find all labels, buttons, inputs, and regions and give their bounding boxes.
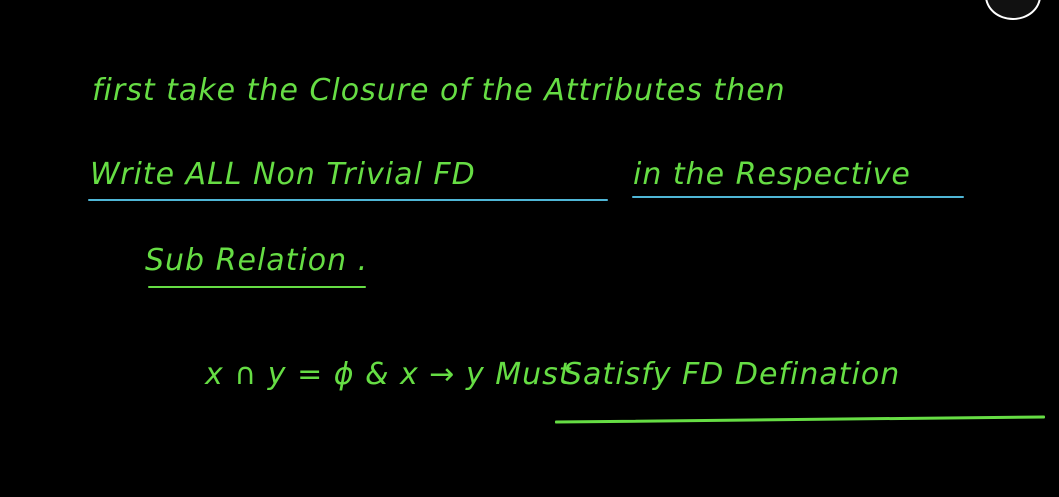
- note-line-write-fd: Write ALL Non Trivial FD: [90, 157, 476, 192]
- underline-write-fd: [88, 199, 608, 201]
- underline-satisfy-definition: [555, 415, 1045, 423]
- note-line-sub-relation: Sub Relation .: [145, 243, 369, 278]
- note-line-definition: Satisfy FD Defination: [563, 357, 901, 392]
- note-line-condition: x ∩ y = ϕ & x → y Must: [205, 357, 572, 392]
- underline-respective: [632, 196, 964, 198]
- underline-sub-relation: [148, 286, 366, 288]
- note-line-respective: in the Respective: [633, 157, 911, 192]
- channel-logo-icon: [985, 0, 1041, 20]
- note-line-closure: first take the Closure of the Attributes then: [92, 73, 786, 108]
